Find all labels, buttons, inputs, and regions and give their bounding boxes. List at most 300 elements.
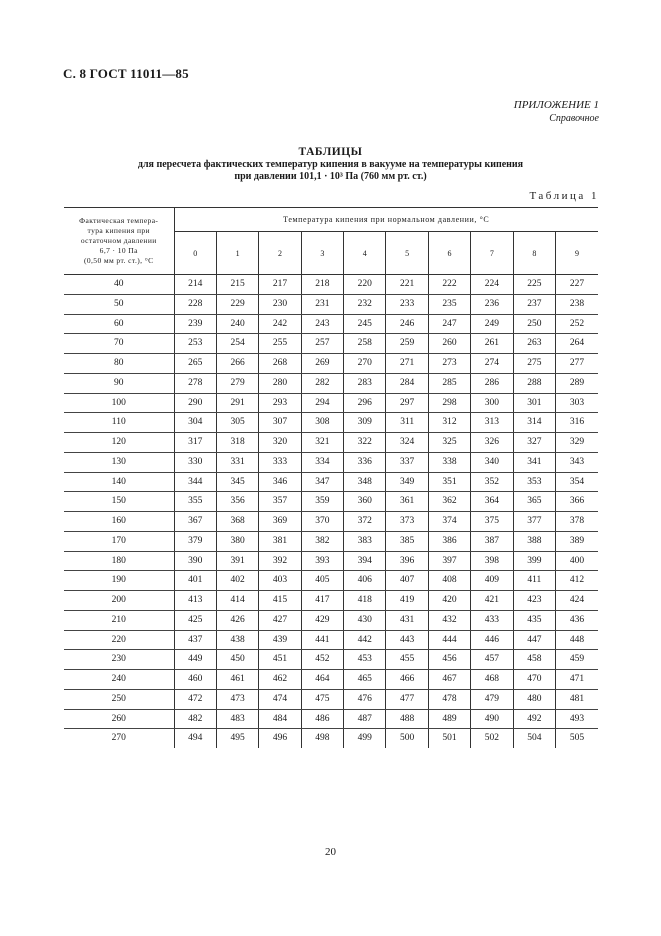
table-cell: 423 [513,591,555,611]
table-cell: 273 [428,354,470,374]
table-cell: 214 [174,275,216,295]
table-cell: 313 [471,413,513,433]
table-cell: 418 [344,591,386,611]
table-cell: 460 [174,670,216,690]
table-cell: 317 [174,433,216,453]
table-cell: 375 [471,512,513,532]
table-cell: 496 [259,729,301,748]
table-cell: 254 [216,334,258,354]
table-cell: 260 [428,334,470,354]
column-header: 5 [386,232,428,275]
page-header: С. 8 ГОСТ 11011—85 [63,66,189,81]
table-cell: 444 [428,630,470,650]
table-cell: 285 [428,373,470,393]
table-cell: 305 [216,413,258,433]
table-cell: 298 [428,393,470,413]
column-header: 2 [259,232,301,275]
table-cell: 387 [471,531,513,551]
table-cell: 461 [216,670,258,690]
table-cell: 468 [471,670,513,690]
row-temperature: 150 [64,492,174,512]
document-title [0,146,661,183]
table-row [64,512,598,532]
table-cell: 304 [174,413,216,433]
table-cell: 265 [174,354,216,374]
row-header-line: остаточном давлении [80,236,157,245]
table-cell: 438 [216,630,258,650]
table-cell: 427 [259,610,301,630]
row-temperature: 50 [64,294,174,314]
table-cell: 475 [301,689,343,709]
table-cell: 351 [428,472,470,492]
table-cell: 321 [301,433,343,453]
row-temperature: 80 [64,354,174,374]
table-cell: 421 [471,591,513,611]
appendix-title: ПРИЛОЖЕНИЕ 1 [513,99,599,111]
table-cell: 385 [386,531,428,551]
table-cell: 334 [301,452,343,472]
table-row [64,709,598,729]
table-label: Таблица 1 [529,190,599,202]
table-cell: 383 [344,531,386,551]
table-cell: 436 [556,610,598,630]
table-cell: 442 [344,630,386,650]
table-cell: 327 [513,433,555,453]
table-cell: 476 [344,689,386,709]
table-cell: 291 [216,393,258,413]
column-header: 3 [301,232,343,275]
table-cell: 237 [513,294,555,314]
table-cell: 357 [259,492,301,512]
table-cell: 431 [386,610,428,630]
table-row [64,630,598,650]
table-cell: 303 [556,393,598,413]
table-cell: 296 [344,393,386,413]
table-cell: 408 [428,571,470,591]
table-cell: 439 [259,630,301,650]
table-cell: 246 [386,314,428,334]
table-cell: 360 [344,492,386,512]
table-cell: 232 [344,294,386,314]
row-temperature: 60 [64,314,174,334]
table-cell: 450 [216,650,258,670]
table-row [64,472,598,492]
table-cell: 429 [301,610,343,630]
table-cell: 318 [216,433,258,453]
table-row [64,393,598,413]
table-cell: 275 [513,354,555,374]
table-cell: 333 [259,452,301,472]
table-cell: 320 [259,433,301,453]
table-cell: 252 [556,314,598,334]
table-cell: 233 [386,294,428,314]
table-cell: 307 [259,413,301,433]
table-cell: 498 [301,729,343,748]
table-cell: 482 [174,709,216,729]
table-cell: 474 [259,689,301,709]
table-cell: 403 [259,571,301,591]
table-cell: 433 [471,610,513,630]
table-cell: 238 [556,294,598,314]
table-cell: 257 [301,334,343,354]
column-header: 6 [428,232,470,275]
table-cell: 311 [386,413,428,433]
table-cell: 481 [556,689,598,709]
table-cell: 362 [428,492,470,512]
table-cell: 406 [344,571,386,591]
table-cell: 312 [428,413,470,433]
table-cell: 500 [386,729,428,748]
table-cell: 490 [471,709,513,729]
table-cell: 236 [471,294,513,314]
table-cell: 430 [344,610,386,630]
table-cell: 301 [513,393,555,413]
table-cell: 271 [386,354,428,374]
table-cell: 462 [259,670,301,690]
table-cell: 441 [301,630,343,650]
table-cell: 413 [174,591,216,611]
table-cell: 247 [428,314,470,334]
table-cell: 492 [513,709,555,729]
table-cell: 224 [471,275,513,295]
table-cell: 443 [386,630,428,650]
table-cell: 231 [301,294,343,314]
table-cell: 453 [344,650,386,670]
table-cell: 322 [344,433,386,453]
table-cell: 386 [428,531,470,551]
table-cell: 365 [513,492,555,512]
table-cell: 464 [301,670,343,690]
table-row [64,334,598,354]
table-cell: 235 [428,294,470,314]
table-cell: 217 [259,275,301,295]
table-cell: 501 [428,729,470,748]
table-cell: 245 [344,314,386,334]
row-temperature: 230 [64,650,174,670]
table-cell: 435 [513,610,555,630]
table-cell: 479 [471,689,513,709]
appendix-block [514,99,599,125]
column-header: 7 [471,232,513,275]
table-cell: 343 [556,452,598,472]
table-cell: 250 [513,314,555,334]
table-cell: 264 [556,334,598,354]
table-cell: 465 [344,670,386,690]
table-cell: 405 [301,571,343,591]
table-cell: 400 [556,551,598,571]
table-row [64,650,598,670]
table-cell: 370 [301,512,343,532]
row-temperature: 250 [64,689,174,709]
table-cell: 344 [174,472,216,492]
table-cell: 329 [556,433,598,453]
table-cell: 316 [556,413,598,433]
table-cell: 470 [513,670,555,690]
table-cell: 432 [428,610,470,630]
table-cell: 415 [259,591,301,611]
table-cell: 347 [301,472,343,492]
table-cell: 487 [344,709,386,729]
table-cell: 382 [301,531,343,551]
row-temperature: 180 [64,551,174,571]
table-cell: 451 [259,650,301,670]
table-cell: 300 [471,393,513,413]
row-temperature: 170 [64,531,174,551]
table-cell: 471 [556,670,598,690]
table-cell: 230 [259,294,301,314]
table-cell: 478 [428,689,470,709]
table-cell: 215 [216,275,258,295]
table-cell: 388 [513,531,555,551]
table-cell: 377 [513,512,555,532]
table-cell: 341 [513,452,555,472]
table-cell: 361 [386,492,428,512]
table-cell: 394 [344,551,386,571]
table-cell: 369 [259,512,301,532]
table-cell: 269 [301,354,343,374]
table-cell: 326 [471,433,513,453]
table-cell: 340 [471,452,513,472]
table-cell: 283 [344,373,386,393]
table-cell: 249 [471,314,513,334]
table-cell: 348 [344,472,386,492]
column-header: 9 [556,232,598,275]
row-temperature: 220 [64,630,174,650]
title-line-1: ТАБЛИЦЫ [298,146,363,158]
table-cell: 266 [216,354,258,374]
table-cell: 424 [556,591,598,611]
table-cell: 325 [428,433,470,453]
table-cell: 448 [556,630,598,650]
table-cell: 364 [471,492,513,512]
table-cell: 389 [556,531,598,551]
table-cell: 380 [216,531,258,551]
table-cell: 391 [216,551,258,571]
table-cell: 419 [386,591,428,611]
table-row [64,314,598,334]
table-cell: 259 [386,334,428,354]
table-cell: 255 [259,334,301,354]
table-cell: 373 [386,512,428,532]
table-cell: 396 [386,551,428,571]
table-cell: 277 [556,354,598,374]
table-cell: 346 [259,472,301,492]
table-cell: 282 [301,373,343,393]
row-temperature: 210 [64,610,174,630]
table-cell: 459 [556,650,598,670]
table-row [64,433,598,453]
table-cell: 467 [428,670,470,690]
table-cell: 242 [259,314,301,334]
row-temperature: 160 [64,512,174,532]
row-temperature: 240 [64,670,174,690]
table-cell: 489 [428,709,470,729]
table-cell: 494 [174,729,216,748]
table-cell: 426 [216,610,258,630]
table-cell: 425 [174,610,216,630]
table-cell: 447 [513,630,555,650]
title-line-3: при давлении 101,1 · 10³ Па (760 мм рт. ст.) [234,171,427,182]
table-row [64,591,598,611]
table-cell: 486 [301,709,343,729]
row-temperature: 200 [64,591,174,611]
row-header [64,208,174,275]
table-cell: 355 [174,492,216,512]
table-cell: 407 [386,571,428,591]
table-cell: 397 [428,551,470,571]
table-cell: 393 [301,551,343,571]
table-cell: 493 [556,709,598,729]
column-header: 1 [216,232,258,275]
table-cell: 279 [216,373,258,393]
table-cell: 268 [259,354,301,374]
column-header: 4 [344,232,386,275]
row-temperature: 40 [64,275,174,295]
table-cell: 390 [174,551,216,571]
page-number: 20 [325,846,336,858]
table-cell: 411 [513,571,555,591]
table-cell: 398 [471,551,513,571]
table-cell: 270 [344,354,386,374]
table-cell: 412 [556,571,598,591]
table-cell: 331 [216,452,258,472]
table-cell: 225 [513,275,555,295]
table-cell: 401 [174,571,216,591]
table-cell: 338 [428,452,470,472]
table-cell: 414 [216,591,258,611]
table-cell: 356 [216,492,258,512]
row-temperature: 270 [111,733,126,744]
conversion-table [64,207,598,748]
appendix-note: Справочное [549,113,599,124]
table-cell: 284 [386,373,428,393]
table-cell: 399 [513,551,555,571]
table-cell: 417 [301,591,343,611]
table-row [64,373,598,393]
table-cell: 366 [556,492,598,512]
table-cell: 420 [428,591,470,611]
table-cell: 354 [556,472,598,492]
row-temperature: 140 [64,472,174,492]
table-cell: 409 [471,571,513,591]
table-cell: 240 [216,314,258,334]
table-cell: 502 [471,729,513,748]
table-cell: 258 [344,334,386,354]
table-row [64,610,598,630]
table-cell: 221 [386,275,428,295]
table-row [64,670,598,690]
row-header-line: 6,7 · 10 Па [99,246,138,255]
table-row [64,689,598,709]
table-row [64,571,598,591]
table-cell: 378 [556,512,598,532]
table-row [64,492,598,512]
table-cell: 392 [259,551,301,571]
column-header: 0 [174,232,216,275]
row-header-line: тура кипения при [87,226,150,235]
table-cell: 488 [386,709,428,729]
table-cell: 353 [513,472,555,492]
row-temperature: 110 [64,413,174,433]
table-cell: 466 [386,670,428,690]
table-cell: 345 [216,472,258,492]
row-temperature: 260 [64,709,174,729]
table-cell: 286 [471,373,513,393]
table-cell: 352 [471,472,513,492]
table-cell: 458 [513,650,555,670]
table-cell: 349 [386,472,428,492]
table-row [64,294,598,314]
table-cell: 402 [216,571,258,591]
title-line-2: для пересчета фактических температур кипения в вакууме на температуры кипения [137,159,524,170]
table-cell: 288 [513,373,555,393]
table-cell: 274 [471,354,513,374]
table-cell: 314 [513,413,555,433]
table-cell: 330 [174,452,216,472]
row-temperature: 90 [64,373,174,393]
table-cell: 480 [513,689,555,709]
table-cell: 280 [259,373,301,393]
table-row [64,531,598,551]
table-row [64,551,598,571]
table-cell: 372 [344,512,386,532]
table-cell: 504 [513,729,555,748]
table-cell: 229 [216,294,258,314]
table-cell: 263 [513,334,555,354]
row-temperature: 190 [64,571,174,591]
column-header: 8 [513,232,555,275]
table-cell: 220 [344,275,386,295]
table-cell: 222 [428,275,470,295]
table-cell: 227 [556,275,598,295]
table-cell: 437 [174,630,216,650]
group-header: Температура кипения при нормальном давлении, °С [174,208,598,232]
table-cell: 336 [344,452,386,472]
table-cell: 297 [386,393,428,413]
row-temperature: 100 [64,393,174,413]
table-cell: 379 [174,531,216,551]
table-cell: 505 [556,729,598,748]
table-cell: 449 [174,650,216,670]
row-temperature: 70 [64,334,174,354]
table-cell: 473 [216,689,258,709]
table-cell: 218 [301,275,343,295]
table-cell: 374 [428,512,470,532]
table-cell: 290 [174,393,216,413]
row-temperature: 120 [64,433,174,453]
table-cell: 239 [174,314,216,334]
table-cell: 278 [174,373,216,393]
table-cell: 446 [471,630,513,650]
table-cell: 253 [174,334,216,354]
table-row [64,413,598,433]
table-cell: 367 [174,512,216,532]
table-cell: 308 [301,413,343,433]
table-cell: 472 [174,689,216,709]
row-temperature: 130 [64,452,174,472]
table-cell: 381 [259,531,301,551]
table-cell: 243 [301,314,343,334]
table-cell: 359 [301,492,343,512]
table-cell: 483 [216,709,258,729]
row-header-line: (0,50 мм рт. ст.), °С [83,256,154,265]
table-cell: 499 [344,729,386,748]
table-cell: 261 [471,334,513,354]
table-cell: 495 [216,729,258,748]
table-cell: 289 [556,373,598,393]
table-cell: 456 [428,650,470,670]
table-cell: 484 [259,709,301,729]
